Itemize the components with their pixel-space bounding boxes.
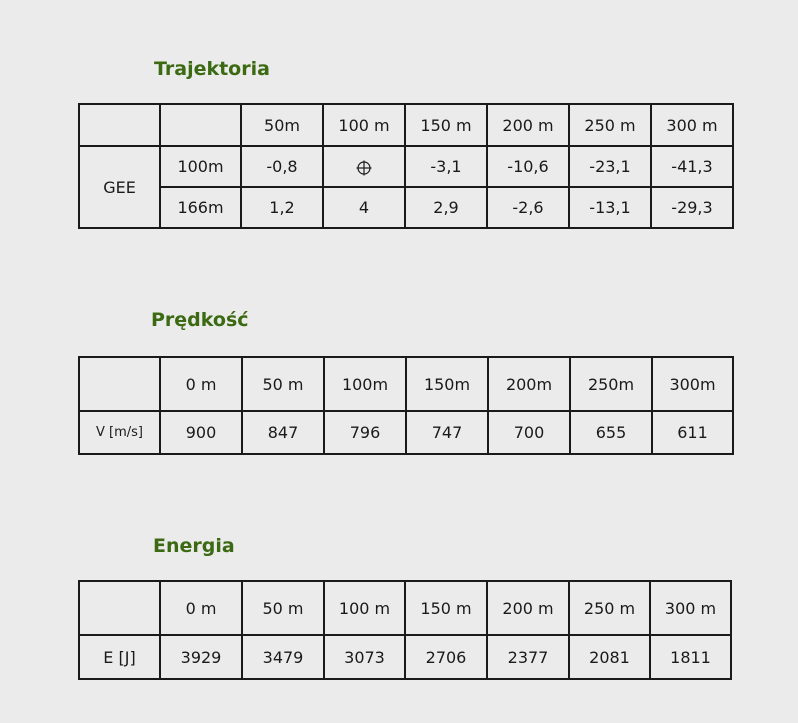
value-cell: 2706 bbox=[405, 635, 487, 679]
header-cell: 150 m bbox=[405, 581, 487, 635]
value-cell: 900 bbox=[160, 411, 242, 454]
row-label-cell: E [J] bbox=[79, 635, 160, 679]
table-row bbox=[79, 146, 733, 187]
value-cell: 1811 bbox=[650, 635, 731, 679]
value-cell: -41,3 bbox=[651, 146, 733, 187]
table-header-row bbox=[79, 581, 731, 635]
value-cell: -13,1 bbox=[569, 187, 651, 228]
value-cell: -0,8 bbox=[241, 146, 323, 187]
value-cell bbox=[323, 146, 405, 187]
crosshair-icon bbox=[356, 160, 372, 176]
header-cell: 0 m bbox=[160, 357, 242, 411]
value-cell: 4 bbox=[323, 187, 405, 228]
header-cell: 100 m bbox=[323, 104, 405, 146]
value-cell: 655 bbox=[570, 411, 652, 454]
energia-title: Energia bbox=[153, 535, 235, 557]
value-cell: -2,6 bbox=[487, 187, 569, 228]
header-cell: 200m bbox=[488, 357, 570, 411]
header-cell: 300m bbox=[652, 357, 733, 411]
header-cell: 150m bbox=[406, 357, 488, 411]
header-cell: 300 m bbox=[650, 581, 731, 635]
header-cell: 100 m bbox=[324, 581, 405, 635]
value-cell: -29,3 bbox=[651, 187, 733, 228]
value-cell: 1,2 bbox=[241, 187, 323, 228]
empty-cell bbox=[79, 357, 160, 411]
header-cell: 200 m bbox=[487, 581, 569, 635]
header-cell: 0 m bbox=[160, 581, 242, 635]
value-cell: 747 bbox=[406, 411, 488, 454]
header-cell: 50 m bbox=[242, 357, 324, 411]
value-cell: 2081 bbox=[569, 635, 650, 679]
value-cell: 2,9 bbox=[405, 187, 487, 228]
empty-cell bbox=[79, 104, 160, 146]
header-cell: 200 m bbox=[487, 104, 569, 146]
header-cell: 50 m bbox=[242, 581, 324, 635]
empty-cell bbox=[160, 104, 241, 146]
value-cell: -3,1 bbox=[405, 146, 487, 187]
header-cell: 250 m bbox=[569, 581, 650, 635]
table-header-row bbox=[79, 357, 733, 411]
header-cell: 150 m bbox=[405, 104, 487, 146]
predkosc-table bbox=[78, 356, 734, 455]
value-cell: 847 bbox=[242, 411, 324, 454]
value-cell: 700 bbox=[488, 411, 570, 454]
header-cell: 250m bbox=[570, 357, 652, 411]
value-cell: 796 bbox=[324, 411, 406, 454]
table-row bbox=[79, 187, 733, 228]
value-cell: 3479 bbox=[242, 635, 324, 679]
predkosc-title: Prędkość bbox=[151, 309, 249, 331]
value-cell: -10,6 bbox=[487, 146, 569, 187]
trajektoria-title: Trajektoria bbox=[154, 58, 270, 80]
header-cell: 100m bbox=[324, 357, 406, 411]
header-cell: 50m bbox=[241, 104, 323, 146]
value-cell: -23,1 bbox=[569, 146, 651, 187]
value-cell: 3929 bbox=[160, 635, 242, 679]
value-cell: 2377 bbox=[487, 635, 569, 679]
trajektoria-table bbox=[78, 103, 734, 229]
table-row bbox=[79, 411, 733, 454]
value-cell: 611 bbox=[652, 411, 733, 454]
table-row bbox=[79, 635, 731, 679]
energia-table bbox=[78, 580, 732, 680]
header-cell: 300 m bbox=[651, 104, 733, 146]
row-label-cell: V [m/s] bbox=[79, 411, 160, 454]
group-label-cell: GEE bbox=[79, 146, 160, 228]
value-cell: 3073 bbox=[324, 635, 405, 679]
empty-cell bbox=[79, 581, 160, 635]
row-label-cell: 166m bbox=[160, 187, 241, 228]
table-header-row bbox=[79, 104, 733, 146]
header-cell: 250 m bbox=[569, 104, 651, 146]
row-label-cell: 100m bbox=[160, 146, 241, 187]
